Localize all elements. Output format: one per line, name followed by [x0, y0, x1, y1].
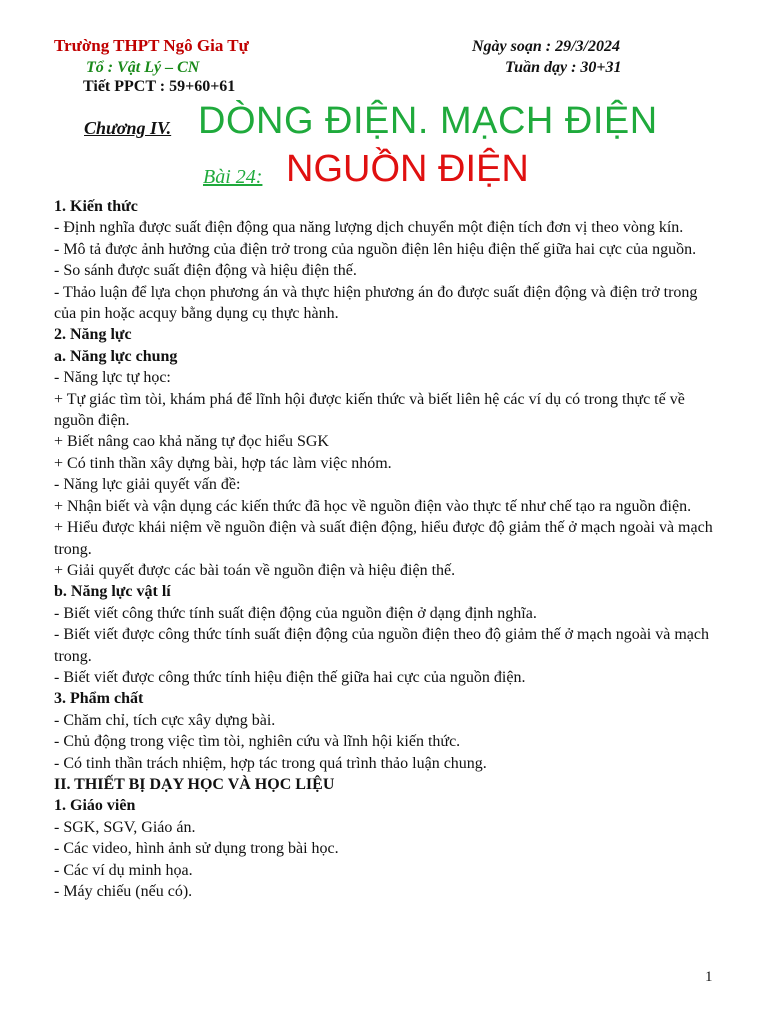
body-line: - SGK, SGV, Giáo án. — [54, 818, 196, 836]
body-line: - Năng lực tự học: — [54, 369, 171, 387]
body-line: - Năng lực giải quyết vấn đề: — [54, 476, 241, 494]
subsection-heading: b. Năng lực vật lí — [54, 583, 171, 601]
body-line: - Biết viết công thức tính suất điện động của nguồn điện ở dạng định nghĩa. — [54, 604, 537, 622]
body-line: - So sánh được suất điện động và hiệu điện thế. — [54, 262, 357, 280]
section-heading: 1. Kiến thức — [54, 198, 138, 215]
prepared-date: Ngày soạn : 29/3/2024 — [472, 38, 620, 55]
body-line: - Có tinh thần trách nhiệm, hợp tác trong quá trình thảo luận chung. — [54, 754, 487, 772]
school-name: Trường THPT Ngô Gia Tự — [54, 36, 249, 55]
lesson-title: NGUỒN ĐIỆN — [286, 148, 529, 190]
body-line: + Giải quyết được các bài toán về nguồn điện và hiệu điện thế. — [54, 561, 456, 579]
body-line: + Có tinh thần xây dựng bài, hợp tác làm việc nhóm. — [54, 454, 392, 472]
section-heading: 3. Phẩm chất — [54, 690, 144, 708]
body-line: - Định nghĩa được suất điện động qua năng lượng dịch chuyển một điện tích đơn vị theo vòng kín. — [54, 219, 684, 237]
chapter-label: Chương IV. — [84, 118, 172, 138]
period-code: Tiết PPCT : 59+60+61 — [83, 78, 236, 95]
body-line: - Máy chiếu (nếu có). — [54, 883, 193, 900]
body-line: - Biết viết được công thức tính suất điện động của nguồn điện theo độ giảm thế ở mạch ngoài và mạch trong. — [54, 626, 709, 665]
department: Tổ : Vật Lý – CN — [86, 59, 200, 76]
chapter-title: DÒNG ĐIỆN. MẠCH ĐIỆN — [198, 100, 658, 142]
lesson-label: Bài 24: — [203, 166, 263, 188]
body-line: - Mô tả được ảnh hưởng của điện trở trong của nguồn điện lên hiệu điện thế giữa hai cực của nguồn. — [54, 240, 697, 258]
body-line: - Chủ động trong việc tìm tòi, nghiên cứu và lĩnh hội kiến thức. — [54, 733, 461, 751]
body-line: - Biết viết được công thức tính hiệu điện thế giữa hai cực của nguồn điện. — [54, 668, 526, 686]
body-line: + Hiểu được khái niệm về nguồn điện và suất điện động, hiểu được độ giảm thế ở mạch ngoài và mạch trong. — [54, 519, 713, 558]
body-line: - Các video, hình ảnh sử dụng trong bài học. — [54, 840, 339, 858]
body-line: - Các ví dụ minh họa. — [54, 861, 193, 879]
subsection-heading: a. Năng lực chung — [54, 347, 178, 365]
body-line: + Nhận biết và vận dụng các kiến thức đã học về nguồn điện vào thực tế như chế tạo ra nguồn điện. — [54, 497, 692, 515]
subsection-heading: 1. Giáo viên — [54, 797, 136, 815]
page-number: 1 — [705, 969, 713, 985]
section-heading: 2. Năng lực — [54, 326, 132, 344]
body-line: - Thảo luận để lựa chọn phương án và thực hiện phương án đo được suất điện động và điện trở trong của pin hoặc acquy bằng dụng cụ thực hành. — [54, 283, 698, 323]
lesson-content — [54, 196, 714, 902]
body-line: + Tự giác tìm tòi, khám phá để lĩnh hội được kiến thức và biết liên hệ các ví dụ có trong thực tế về nguồn điện. — [54, 390, 685, 430]
body-line: - Chăm chỉ, tích cực xây dựng bài. — [54, 711, 276, 729]
teaching-week: Tuần dạy : 30+31 — [505, 59, 622, 76]
body-line: + Biết nâng cao khả năng tự đọc hiểu SGK — [54, 433, 329, 451]
section-heading: II. THIẾT BỊ DẠY HỌC VÀ HỌC LIỆU — [54, 775, 335, 793]
